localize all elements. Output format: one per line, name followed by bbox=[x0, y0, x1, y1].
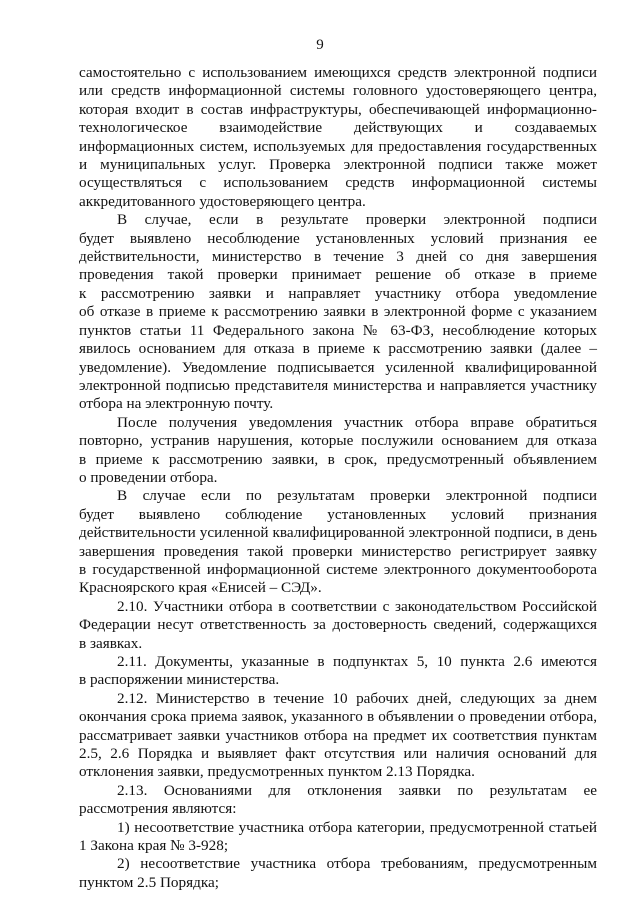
text-line: осуществляться с использованием средств информационной системы bbox=[79, 174, 597, 192]
text-line: завершения проведения такой проверки министерство регистрирует заявку bbox=[79, 542, 597, 560]
paragraph bbox=[79, 782, 597, 819]
text-line: будет выявлено несоблюдение установленных условий признания ее bbox=[79, 229, 597, 247]
text-line: 1) несоответствие участника отбора категории, предусмотренной статьей bbox=[117, 818, 597, 836]
text-line: пунктом 2.5 Порядка; bbox=[79, 873, 219, 891]
text-line: об отказе в приеме к рассмотрению заявки в электронной форме с указанием bbox=[79, 303, 597, 321]
text-line: в распоряжении министерства. bbox=[79, 671, 280, 689]
text-line: В случае если по результатам проверки электронной подписи bbox=[117, 487, 597, 505]
text-line: которая входит в состав инфраструктуры, обеспечивающей информационно- bbox=[79, 100, 597, 118]
text-line: 1 Закона края № 3-928; bbox=[79, 837, 229, 855]
text-line: будет выявлено соблюдение установленных условий признания bbox=[79, 505, 597, 523]
text-line: технологическое взаимодействие действующих и создаваемых bbox=[79, 119, 597, 137]
text-line: После получения уведомления участник отбора вправе обратиться bbox=[117, 413, 597, 431]
document-body bbox=[79, 64, 597, 892]
text-line: 2.10. Участники отбора в соответствии с законодательством Российской bbox=[117, 597, 597, 615]
text-line: отбора на электронную почту. bbox=[79, 395, 274, 413]
text-line: электронной подписью представителя министерства и направляется участнику bbox=[79, 376, 597, 394]
paragraph bbox=[79, 211, 597, 413]
paragraph bbox=[79, 414, 597, 488]
paragraph bbox=[79, 64, 597, 211]
text-line: проведения такой проверки принимает решение об отказе в приеме bbox=[79, 266, 597, 284]
paragraph bbox=[79, 653, 597, 690]
text-line: окончания срока приема заявок, указанного в объявлении о проведении отбора, bbox=[79, 708, 597, 726]
text-line: в приеме к рассмотрению заявки, в срок, предусмотренный объявлением bbox=[79, 450, 597, 468]
text-line: самостоятельно с использованием имеющихся средств электронной подписи bbox=[79, 64, 597, 81]
paragraph bbox=[79, 855, 597, 892]
text-line: Федерации несут ответственность за достоверность сведений, содержащихся bbox=[79, 616, 597, 634]
text-line: явилось основанием для отказа в приеме к рассмотрению заявки (далее – bbox=[79, 340, 597, 358]
text-line: информационных систем, используемых для предоставления государственных bbox=[79, 137, 597, 155]
text-line: 2.5, 2.6 Порядка и выявляет факт отсутствия или наличия оснований для bbox=[79, 745, 597, 763]
text-line: рассматривает заявки участников отбора на предмет их соответствия пунктам bbox=[79, 726, 597, 744]
text-line: действительности, министерство в течение 3 дней со дня завершения bbox=[79, 248, 597, 266]
text-line: в заявках. bbox=[79, 634, 143, 652]
text-line: 2.13. Основаниями для отклонения заявки по результатам ее bbox=[117, 781, 597, 799]
text-line: о проведении отбора. bbox=[79, 468, 218, 486]
text-line: 2.12. Министерство в течение 10 рабочих дней, следующих за днем bbox=[117, 689, 597, 707]
text-line: аккредитованного удостоверяющего центра. bbox=[79, 192, 366, 210]
text-line: повторно, устранив нарушения, которые послужили основанием для отказа bbox=[79, 432, 597, 450]
paragraph bbox=[79, 819, 597, 856]
text-line: пунктов статьи 11 Федерального закона № 63-ФЗ, несоблюдение которых bbox=[79, 321, 597, 339]
text-line: Красноярского края «Енисей – СЭД». bbox=[79, 579, 322, 597]
page-number: 9 bbox=[316, 37, 324, 53]
text-line: к рассмотрению заявки и направляет участнику отбора уведомление bbox=[79, 284, 597, 302]
text-line: отклонения заявки, предусмотренных пунктом 2.13 Порядка. bbox=[79, 763, 475, 781]
paragraph bbox=[79, 487, 597, 597]
text-line: или средств информационной системы головного удостоверяющего центра, bbox=[79, 82, 597, 100]
text-line: и муниципальных услуг. Проверка электронной подписи также может bbox=[79, 156, 597, 174]
text-line: 2) несоответствие участника отбора требованиям, предусмотренным bbox=[117, 855, 597, 873]
text-line: действительности усиленной квалифицированной электронной подписи, в день bbox=[79, 524, 597, 542]
paragraph bbox=[79, 598, 597, 653]
text-line: В случае, если в результате проверки электронной подписи bbox=[117, 211, 597, 229]
text-line: в государственной информационной системе электронного документооборота bbox=[79, 560, 597, 578]
text-line: уведомление). Уведомление подписывается усиленной квалифицированной bbox=[79, 358, 597, 376]
paragraph bbox=[79, 690, 597, 782]
text-line: рассмотрения являются: bbox=[79, 800, 237, 818]
text-line: 2.11. Документы, указанные в подпунктах 5, 10 пункта 2.6 имеются bbox=[117, 653, 597, 670]
